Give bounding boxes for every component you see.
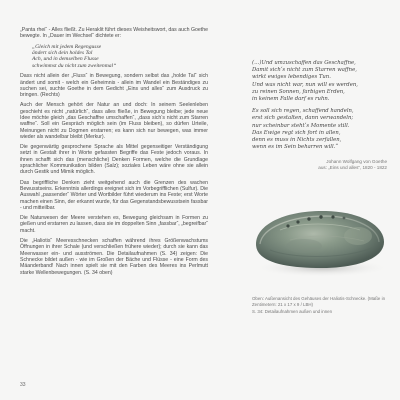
poem-line: denn es muss in Nichts zerfallen,	[252, 137, 342, 144]
body-paragraph: Dass nicht allein der „Fluss“ in Bewegung, sondern selbst das „holde Tal“ sich ändert und somit - welch ein Geheimnis - allein im Wandel ein Beständiges zu suchen sei, suchte Goethe in dem Gedicht „Eins und alles“ zum Ausdruck zu bringen. (Rechts)	[20, 73, 208, 99]
intro-paragraph: „Panta rhei“ - Alles fließt. Zu Heraklit führt dieses Weisheitswort, das auch Goethe bewegte. In „Dauer im Wechsel“ dichtete er:	[20, 27, 208, 40]
quote-line: „Gleich mit jedem Regengusse	[32, 43, 102, 50]
poem-line: Es soll sich regen, schaffend handeln,	[252, 108, 354, 115]
poem-attribution	[252, 159, 387, 171]
poem-line: in keinem Falle darf es ruhn.	[252, 96, 330, 103]
caption-line: S. 34: Detailaufnahmen außen und innen	[252, 309, 333, 315]
body-paragraph: Die „Haliotis“ Meeresschnecken schaffen während ihres Größenwachstums Öffnungen in ihrer Schale (und verschließen frühere wieder); durch sie kann das Meerwasser ein- und ausströmen. Die Detailaufnahmen (S. 34) zeigen: Die Schnecke bildet außen - wie im Großen der Bäche und Flüsse - eine Form des Mäanderband! Nach innen spielt sie mit den Farben des Meeres ins Perlmutt starke Wellenbewegungen. (S. 34 oben)	[20, 238, 208, 276]
poem-line: (…)Und umzuschaffen das Geschaffne,	[252, 60, 356, 66]
haliotis-shell-image	[240, 200, 400, 280]
page-number: 33	[20, 382, 26, 388]
body-paragraph: Das begriffliche Denken zieht weitgehend auch die Grenzen des wachen Bewusstseins. Erkenntnis allerdings ereignet sich im Vorbegrifflichen (Sulfur). Die Auswahl „passender“ Wörter und Wortbilder führt wiederum ins Feste; erst Worte machen einen Sinn, der erkannt wurde, für das Gegenstandsbewusstsein fassbar - und mitteilbar.	[20, 179, 208, 211]
quote-line: schwimmst du nicht zum zweitenmal“	[32, 62, 117, 69]
quote-line: Ach, und in demselben Flusse	[32, 56, 99, 63]
haliotis-shell-photo	[240, 200, 400, 280]
caption-line: Oben: Außenansicht des Gehäuses der Haliotis-Schnecke. (Maße in Zentimetern: 21 x 17 x 9 / LBH)	[252, 296, 386, 307]
quote-line: ändert sich dein holdes Tal	[32, 50, 93, 56]
dauer-im-wechsel-quote	[32, 44, 208, 70]
poem-line: Damit sich‘s nicht zum Starren waffne,	[252, 67, 357, 74]
poem-line: erst sich gestalten, dann verwandeln;	[252, 115, 354, 122]
poem-line: Und was nicht war, nun will es werden,	[252, 81, 358, 88]
body-paragraph: Die gegenwärtig gesprochene Sprache als Mittel gegenseitiger Verständigung setzt in Gestalt ihrer in Worte gefassten Begriffe das Feste jedoch voraus. In ihnen schafft sich das (menschliche) Denken Formen, welche die Grundlage sprachlicher Kommunikation bilden (Salz); soziales Leben wäre ohne sie allein durch Gestik und Mimik möglich.	[20, 144, 208, 176]
poem-stanza	[252, 108, 387, 151]
body-paragraph: Auch der Mensch gehört der Natur an und doch: In seinem Seelenleben geschieht es nicht „natürlich“, dass alles fließe, in Bewegung bleibe; jede neue Idee möchte gleich „das Geschaffne umschaffen“, „dass sich‘s nicht zum Starren waffne“. Soll ein Gespräch möglich sein (im Fluss bleiben), so dürfen Urteile, Meinungen nicht zu Dogmen erstarren; es kann sich nur bewegen, was immer wieder als wandelbar bleibt (Merkur).	[20, 102, 208, 140]
poem-line: Das Ewige regt sich fort in allen,	[252, 129, 341, 136]
poem-line: nur scheinbar steht‘s Momente still.	[252, 122, 350, 129]
poem-stanza	[252, 60, 387, 103]
attribution-source: aus: „Eins und alles“, 1820 - 1822	[318, 165, 387, 171]
photo-caption	[252, 296, 390, 316]
poem-column	[252, 60, 387, 171]
poem-line: wirkt ewiges lebendiges Tun.	[252, 74, 331, 81]
poem-line: wenn es im Sein beharren will.“	[252, 144, 339, 151]
goethe-poem	[252, 60, 387, 151]
body-paragraph: Die Naturwesen der Meere verstehen es, Bewegung gleichsam in Formen zu gießen und erstarren zu lassen, dass sie im doppelten Sinn „fassbar“, „begreifbar“ macht.	[20, 215, 208, 234]
poem-line: zu reinen Sonnen, farbigen Erden,	[252, 88, 345, 95]
main-text-column	[20, 27, 208, 280]
attribution-author: Johann Wolfgang von Goethe	[326, 159, 387, 165]
